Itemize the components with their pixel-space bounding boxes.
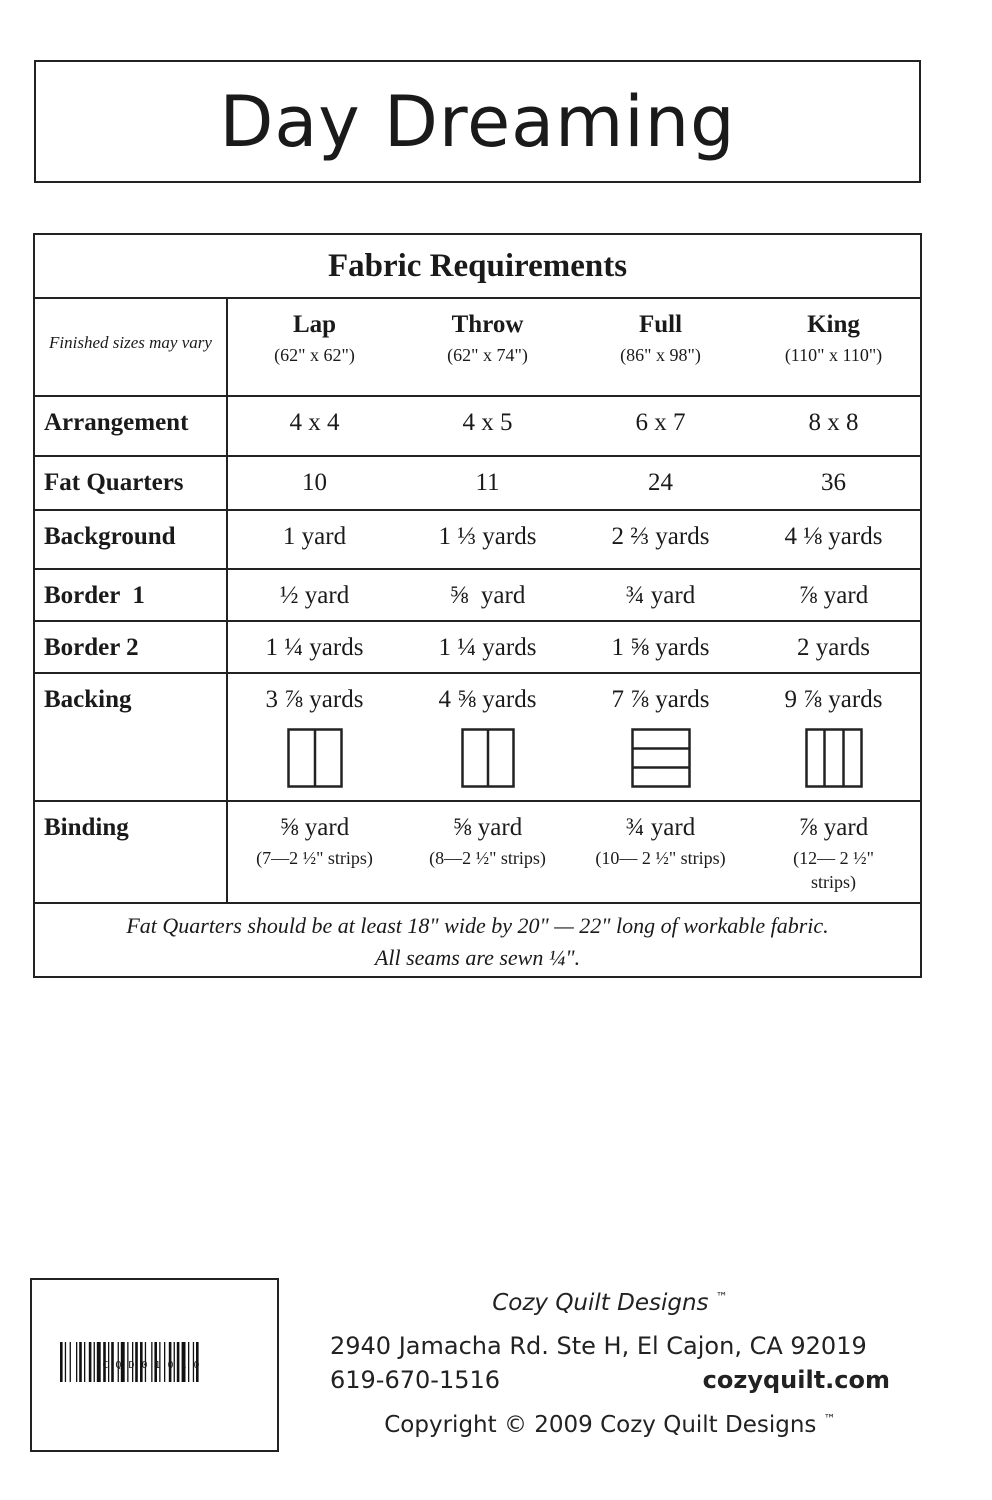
table-cell: 1 yard (282, 523, 347, 550)
table-cell: 4 ⅛ yards (784, 523, 883, 550)
table-cell: 2 ⅔ yards (611, 523, 710, 550)
table-cell: 1 ⅓ yards (438, 523, 537, 550)
size-throw: Throw (62" x 74") (447, 311, 528, 365)
website-link[interactable]: cozyquilt.com (702, 1366, 890, 1394)
table-cell: 11 (475, 469, 500, 496)
table-cell: 4 x 4 (289, 409, 340, 436)
table-cell-text: 9 ⅞ yards (784, 686, 883, 713)
table-cell-text: 3 ⅞ yards (265, 686, 364, 713)
border2-row (35, 622, 920, 674)
table-cell: 24 (648, 469, 673, 496)
backing-king-cell (747, 674, 920, 800)
table-cell: 1 ¼ yards (438, 634, 537, 661)
barcode-text: CQD01010 (102, 1360, 207, 1371)
row-label: Border 1 (35, 570, 228, 620)
binding-full-cell: ¾ yard (10— 2 ½" strips) (595, 814, 726, 868)
footer (330, 1290, 890, 1438)
background-row (35, 511, 920, 570)
binding-lap-cell: ⅝ yard (7—2 ½" strips) (256, 814, 373, 868)
table-cell-text: 4 ⅝ yards (438, 686, 537, 713)
contact-line (330, 1366, 890, 1394)
binding-throw-cell: ⅝ yard (8—2 ½" strips) (429, 814, 546, 868)
backing-full-cell (574, 674, 747, 800)
table-cell: 8 x 8 (808, 409, 859, 436)
fabric-requirements-table (33, 233, 922, 978)
row-label: Fat Quarters (35, 457, 228, 509)
table-cell: 10 (302, 469, 327, 496)
table-cell: 4 x 5 (462, 409, 513, 436)
table-cell: 1 ⅝ yards (611, 634, 710, 661)
binding-row (35, 802, 920, 904)
size-king: King (110" x 110") (784, 311, 883, 365)
arrangement-row (35, 397, 920, 457)
table-cell: 6 x 7 (635, 409, 686, 436)
table-cell: ⅞ yard (798, 582, 869, 609)
table-cell: ½ yard (279, 582, 350, 609)
row-label: Backing (35, 674, 228, 800)
table-note (35, 904, 920, 974)
size-full: Full (86" x 98") (620, 311, 701, 365)
fat-quarters-row (35, 457, 920, 511)
size-note: Finished sizes may vary (35, 299, 228, 395)
table-heading: Fabric Requirements (35, 235, 920, 299)
binding-king-cell: ⅞ yard (12— 2 ½" strips) (793, 814, 874, 892)
row-label: Background (35, 511, 228, 568)
table-cell: 2 yards (797, 634, 870, 661)
backing-lap-cell (228, 674, 401, 800)
backing-row (35, 674, 920, 802)
company-name: Cozy Quilt Designs ™ (492, 1290, 728, 1316)
size-lap: Lap (62" x 62") (274, 311, 355, 365)
note-line: Fat Quarters should be at least 18" wide by 20" — 22" long of workable fabric. (126, 913, 829, 938)
backing-two-panel-icon (287, 728, 343, 788)
border1-row (35, 570, 920, 622)
row-label: Binding (35, 802, 228, 902)
backing-throw-cell (401, 674, 574, 800)
note-line: All seams are sewn ¼". (374, 945, 581, 970)
table-cell: 36 (821, 469, 846, 496)
address: 2940 Jamacha Rd. Ste H, El Cajon, CA 92019 (330, 1332, 867, 1360)
table-cell: ¾ yard (625, 582, 696, 609)
pattern-title: Day Dreaming (219, 80, 736, 163)
row-label: Border 2 (35, 622, 228, 672)
backing-two-panel-icon (461, 728, 515, 788)
size-header-row (35, 299, 920, 397)
backing-three-panel-horizontal-icon (631, 728, 691, 788)
table-cell: ⅝ yard (449, 582, 526, 609)
table-cell: 1 ¼ yards (265, 634, 364, 661)
backing-three-panel-vertical-icon (805, 728, 863, 788)
copyright: Copyright © 2009 Cozy Quilt Designs ™ (384, 1412, 836, 1438)
table-cell-text: 7 ⅞ yards (611, 686, 710, 713)
barcode-box (30, 1278, 279, 1452)
row-label: Arrangement (35, 397, 228, 455)
title-box (34, 60, 921, 183)
phone: 619-670-1516 (330, 1366, 501, 1394)
